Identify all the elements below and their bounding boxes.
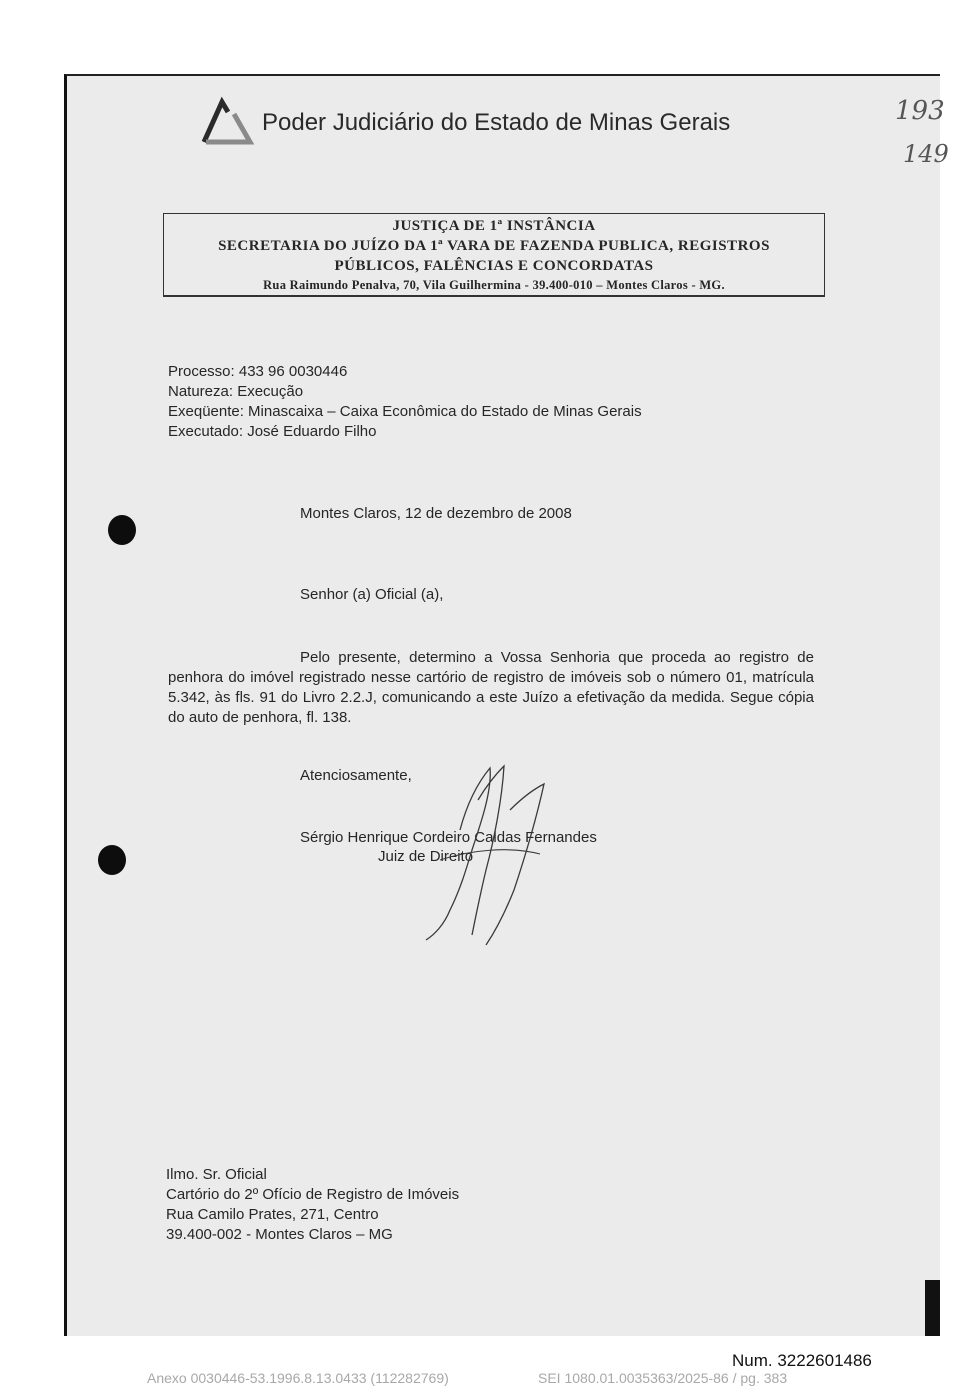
folio-old-number: 149 [903, 140, 949, 168]
court-secretariat: SECRETARIA DO JUÍZO DA 1ª VARA DE FAZENDA PUBLICA, REGISTROS [218, 238, 770, 254]
punch-hole [98, 845, 126, 875]
footer-sei-reference: SEI 1080.01.0035363/2025-86 / pg. 383 [538, 1370, 788, 1386]
case-process-number: Processo: 433 96 0030446 [168, 363, 348, 380]
letter-salutation: Senhor (a) Oficial (a), [300, 586, 444, 603]
court-address: Rua Raimundo Penalva, 70, Vila Guilhermina - 39.400-010 – Montes Claros - MG. [263, 278, 725, 292]
case-nature: Natureza: Execução [168, 383, 304, 400]
recipient-title: Ilmo. Sr. Oficial [166, 1166, 267, 1183]
court-secretariat-cont: PÚBLICOS, FALÊNCIAS E CONCORDATAS [334, 258, 654, 274]
handwritten-signature [420, 760, 560, 950]
case-plaintiff: Exeqüente: Minascaixa – Caixa Econômica do Estado de Minas Gerais [168, 403, 642, 420]
footer-annex-reference: Anexo 0030446-53.1996.8.13.0433 (112282769) [147, 1370, 449, 1386]
recipient-office: Cartório do 2º Ofício de Registro de Imóveis [166, 1186, 460, 1203]
document-number: Num. 3222601486 [732, 1351, 872, 1370]
case-defendant: Executado: José Eduardo Filho [168, 423, 377, 440]
punch-hole [108, 515, 136, 545]
folio-number: 193 [895, 96, 945, 126]
letter-body: Pelo presente, determino a Vossa Senhoria que proceda ao registro de penhora do imóvel registrado nesse cartório de registro de imóveis sob o número 01, matrícula 5.342, às fls. 91 do Livro 2.2.J, comunicando a este Juízo a efetivação da medida. Segue cópia do auto de penhora, fl. 138. [168, 649, 814, 726]
court-header-box [163, 213, 825, 297]
recipient-city: 39.400-002 - Montes Claros – MG [166, 1226, 393, 1243]
letter-closing: Atenciosamente, [300, 767, 412, 784]
signer-role: Juiz de Direito [378, 848, 474, 865]
court-instance: JUSTIÇA DE 1ª INSTÂNCIA [392, 218, 596, 234]
signer-name: Sérgio Henrique Cordeiro Caldas Fernandes [300, 829, 597, 846]
judiciary-logo-icon [198, 94, 258, 146]
recipient-street: Rua Camilo Prates, 271, Centro [166, 1206, 379, 1223]
letter-date: Montes Claros, 12 de dezembro de 2008 [300, 505, 572, 522]
scan-edge-shadow [925, 1280, 940, 1336]
judiciary-title: Poder Judiciário do Estado de Minas Gerais [262, 109, 731, 136]
